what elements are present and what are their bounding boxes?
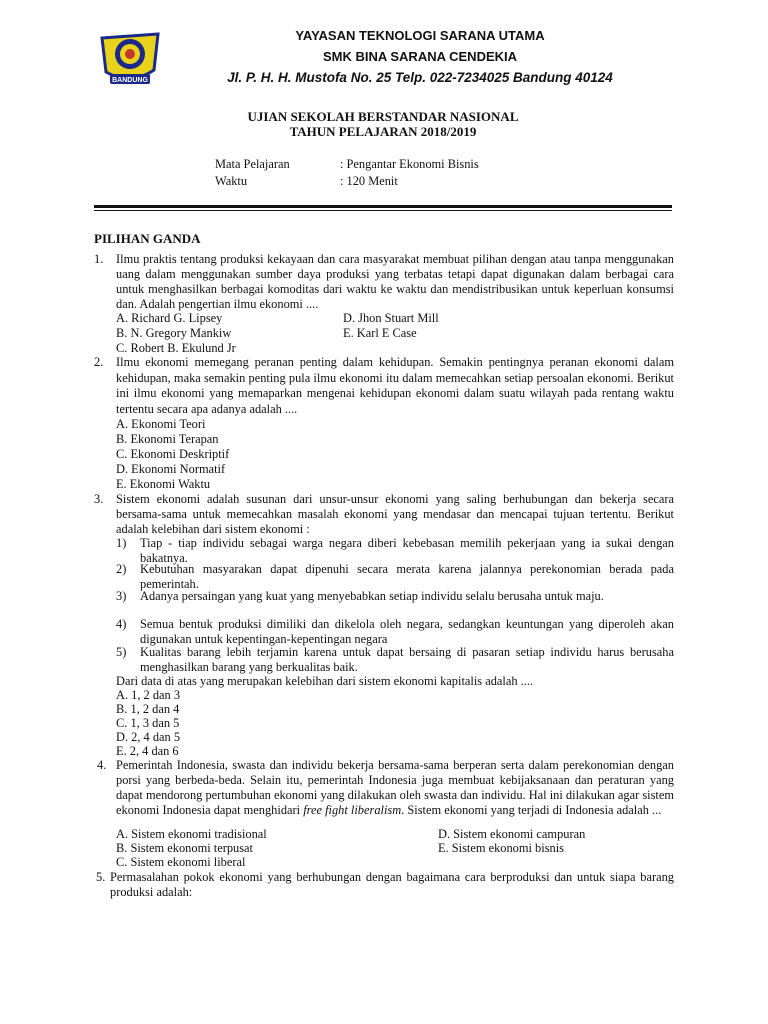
school-name: SMK BINA SARANA CENDEKIA: [322, 49, 518, 64]
item-number: 1): [116, 536, 127, 550]
question-text-italic: free fight liberalism: [303, 803, 402, 817]
time-value: : 120 Menit: [340, 174, 398, 188]
option-e[interactable]: E. Sistem ekonomi bisnis: [438, 841, 564, 855]
option-b[interactable]: B. Sistem ekonomi terpusat: [116, 841, 253, 855]
question-text: Sistem ekonomi adalah susunan dari unsur-unsur ekonomi yang saling berhubungan dan bekerja secara bersama-sama untuk memecahkan masalah ekonomi yang mendasar dan mencapai tujuan tertentu. Berikut adalah kelebihan dari sistem ekonomi :: [116, 492, 674, 536]
item-text: Kebutuhan masyarakan dapat dipenuhi secara merata karena jalannya perekonomian berada pada pemerintah.: [140, 562, 674, 591]
question-text-end: . Sistem ekonomi yang terjadi di Indonesia adalah ...: [401, 803, 662, 817]
question-number: 3.: [94, 492, 104, 506]
option-a[interactable]: A. Sistem ekonomi tradisional: [116, 827, 267, 841]
option-c[interactable]: C. Ekonomi Deskriptif: [116, 447, 230, 461]
item-text: Semua bentuk produksi dimiliki dan dikelola oleh negara, sedangkan keuntungan yang diperoleh akan digunakan untuk kepentingan-kepentingan negara: [140, 617, 674, 646]
option-a[interactable]: A. Ekonomi Teori: [116, 417, 206, 431]
question-text-main: Pemerintah Indonesia, swasta dan individu bekerja bersama-sama berperan serta dalam perekonomian dengan porsi yang berbeda-beda. Selain itu, pemerintah Indonesia juga membuat kebijaksanaan dan peraturan yang dapat mendorong pertumbuhan ekonomi yang dilakukan oleh swasta dan individu. Hal ini dilakukan agar sistem ekonomi Indonesia dapat menghidari: [116, 758, 674, 817]
question-number: 5.: [96, 870, 106, 884]
option-d[interactable]: D. Ekonomi Normatif: [116, 462, 226, 476]
option-c[interactable]: C. 1, 3 dan 5: [116, 716, 180, 730]
item-number: 2): [116, 562, 127, 576]
question-text: Ilmu ekonomi memegang peranan penting dalam kehidupan. Semakin pentingnya peranan ekonomi dalam kehidupan, maka semakin penting pula ilmu ekonomi itu dalam memecahkan setiap persoalan ekonomi. Berikut ini ilmu ekonomi yang memaparkan mengenai kehidupan ekonomi dalam suatu wilayah pada rentang waktu tertentu secara apa adanya adalah ....: [116, 355, 674, 416]
item-text: Kualitas barang lebih terjamin karena untuk dapat bersaing di pasaran setiap individu harus berusaha menghasilkan barang yang berkualitas baik.: [140, 645, 674, 674]
subject-value: : Pengantar Ekonomi Bisnis: [340, 157, 479, 171]
option-c[interactable]: C. Sistem ekonomi liberal: [116, 855, 246, 869]
school-logo: [94, 30, 166, 88]
question-text: Ilmu praktis tentang produksi kekayaan dan cara masyarakat membuat pilihan dengan atau tanpa menggunakan uang dalam menggunakan sumber daya produksi yang terbatas tetapi dapat digunakan dalam berbagai cara untuk menghasilkan berbagai komoditas dari waktu ke waktu dan mendistribusikan untuk keperluan konsumsi dan. Adalah pengertian ilmu ekonomi ....: [116, 252, 674, 311]
item-number: 3): [116, 589, 127, 603]
option-a[interactable]: A. Richard G. Lipsey: [116, 311, 223, 325]
option-b[interactable]: B. Ekonomi Terapan: [116, 432, 219, 446]
option-d[interactable]: D. Sistem ekonomi campuran: [438, 827, 586, 841]
item-number: 5): [116, 645, 127, 659]
school-address: Jl. P. H. H. Mustofa No. 25 Telp. 022-7234025 Bandung 40124: [227, 70, 613, 85]
question-text: Permasalahan pokok ekonomi yang berhubungan dengan bagaimana cara berproduksi dan untuk siapa barang produksi adalah:: [110, 870, 674, 899]
question-number: 1.: [94, 252, 104, 266]
subject-label: Mata Pelajaran: [215, 157, 290, 171]
option-a[interactable]: A. 1, 2 dan 3: [116, 688, 181, 702]
option-b[interactable]: B. N. Gregory Mankiw: [116, 326, 232, 340]
header-divider-thin: [94, 210, 672, 211]
question-1: [94, 252, 674, 314]
option-c[interactable]: C. Robert B. Ekulund Jr: [116, 341, 236, 355]
question-number: 2.: [94, 355, 104, 369]
time-label: Waktu: [215, 174, 248, 188]
header-divider-thick: [94, 205, 672, 208]
question-text: [116, 758, 674, 818]
item-text: Adanya persaingan yang kuat yang menyebabkan setiap individu selalu berusaha untuk maju.: [140, 589, 604, 603]
question-prompt: Dari data di atas yang merupakan kelebihan dari sistem ekonomi kapitalis adalah ....: [116, 674, 534, 688]
foundation-name: YAYASAN TEKNOLOGI SARANA UTAMA: [295, 28, 545, 43]
exam-title: UJIAN SEKOLAH BERSTANDAR NASIONAL: [247, 109, 519, 124]
option-e[interactable]: E. 2, 4 dan 6: [116, 744, 179, 758]
section-title: PILIHAN GANDA: [94, 231, 201, 246]
item-number: 4): [116, 617, 127, 631]
question-number: 4.: [97, 758, 107, 772]
option-d[interactable]: D. 2, 4 dan 5: [116, 730, 181, 744]
option-b[interactable]: B. 1, 2 dan 4: [116, 702, 180, 716]
option-d[interactable]: D. Jhon Stuart Mill: [343, 311, 439, 325]
item-text: Tiap - tiap individu sebagai warga negara diberi kebebasan memilih pekerjaan yang ia sukai dengan bakatnya.: [140, 536, 674, 565]
exam-year: TAHUN PELAJARAN 2018/2019: [289, 124, 477, 139]
option-e[interactable]: E. Karl E Case: [343, 326, 417, 340]
logo-text: BANDUNG: [112, 77, 148, 84]
option-e[interactable]: E. Ekonomi Waktu: [116, 477, 211, 491]
